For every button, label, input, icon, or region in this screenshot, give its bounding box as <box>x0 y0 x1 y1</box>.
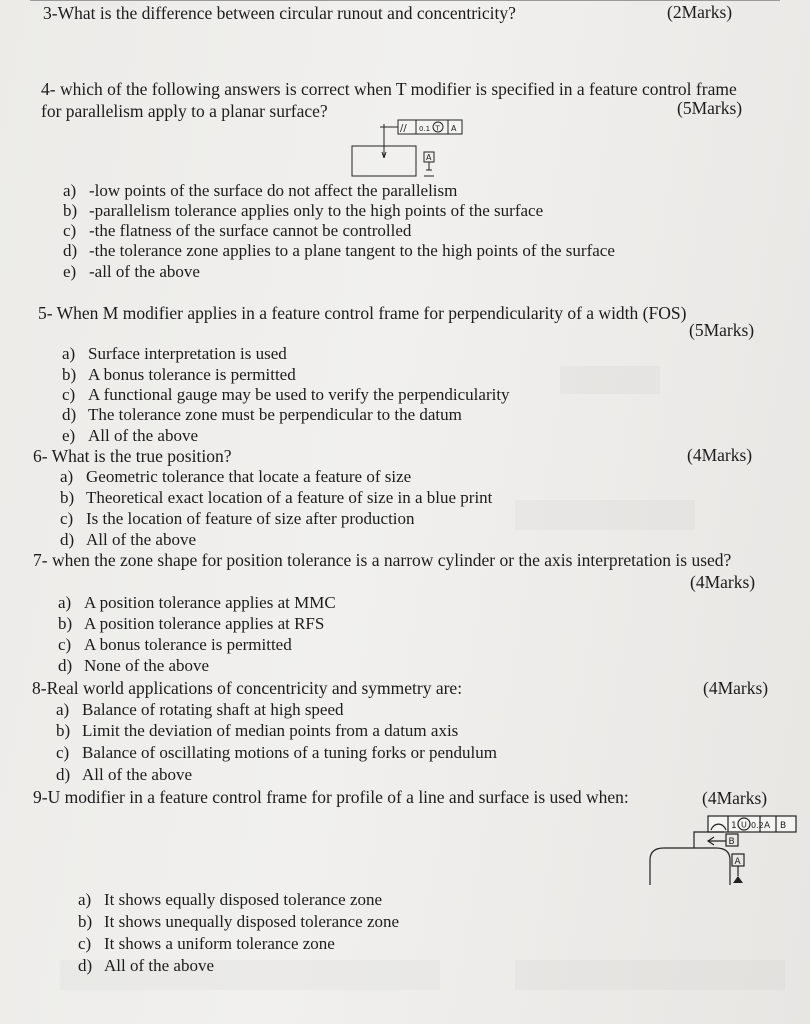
q4-option: d) -the tolerance zone applies to a plane tangent to the high points of the surface <box>63 241 615 260</box>
q8-option: c) Balance of oscillating motions of a tuning forks or pendulum <box>56 743 498 762</box>
q4-option: a) -low points of the surface do not affect the parallelism <box>63 181 458 200</box>
q6-option: a) Geometric tolerance that locate a feature of size <box>60 467 412 486</box>
q9-option: a) It shows equally disposed tolerance zone <box>78 890 383 909</box>
parallelism-diagram <box>340 112 480 187</box>
q6-option: b) Theoretical exact location of a feature of size in a blue print <box>60 488 493 507</box>
question-5-marks: (5Marks) <box>689 320 755 340</box>
question-5: 5- When M modifier applies in a feature control frame for perpendicularity of a width (FOS) <box>38 303 687 323</box>
datum-ref-a: A <box>451 124 457 133</box>
datum-ref-b: B <box>780 821 787 831</box>
top-rule <box>30 0 780 1</box>
question-4-line2: for parallelism apply to a planar surface? <box>41 101 328 121</box>
datum-label-b: B <box>728 837 735 847</box>
parallelism-symbol: // <box>400 123 407 134</box>
q4-option: c) -the flatness of the surface cannot be controlled <box>63 221 412 240</box>
tolerance-value: 0.1 <box>419 125 431 133</box>
watermark-stamp <box>515 960 785 990</box>
question-8-marks: (4Marks) <box>703 678 769 698</box>
q9-option: b) It shows unequally disposed tolerance zone <box>78 912 400 931</box>
q7-option: c) A bonus tolerance is permitted <box>58 635 292 654</box>
q7-option: a) A position tolerance applies at MMC <box>58 593 336 612</box>
q9-option: c) It shows a uniform tolerance zone <box>78 934 335 953</box>
datum-label-a: A <box>734 857 741 867</box>
q5-option: a) Surface interpretation is used <box>62 344 287 363</box>
question-7-marks: (4Marks) <box>690 572 756 592</box>
question-9: 9-U modifier in a feature control frame for profile of a line and surface is used when: <box>33 787 629 807</box>
question-3-marks: (2Marks) <box>667 2 733 22</box>
q7-option: d) None of the above <box>58 656 210 675</box>
question-6-marks: (4Marks) <box>687 445 753 465</box>
modifier-u: U <box>741 820 747 830</box>
q9-option: d) All of the above <box>78 956 214 975</box>
q6-option: c) Is the location of feature of size after production <box>60 509 415 528</box>
datum-ref-a: A <box>764 821 771 831</box>
datum-label-a: A <box>426 153 432 162</box>
question-6: 6- What is the true position? <box>33 446 232 466</box>
profile-diagram <box>640 810 800 890</box>
q8-option: b) Limit the deviation of median points from a datum axis <box>56 721 459 740</box>
q4-option: b) -parallelism tolerance applies only to the high points of the surface <box>63 201 544 220</box>
q5-option: c) A functional gauge may be used to verify the perpendicularity <box>62 385 510 404</box>
q8-option: a) Balance of rotating shaft at high speed <box>56 700 344 719</box>
tolerance-2: 0.2 <box>751 821 764 830</box>
q7-option: b) A position tolerance applies at RFS <box>58 614 325 633</box>
question-7: 7- when the zone shape for position tolerance is a narrow cylinder or the axis interpretation is used? <box>33 550 732 570</box>
modifier-t: T <box>435 124 440 133</box>
question-8: 8-Real world applications of concentricity and symmetry are: <box>32 678 463 698</box>
watermark-stamp <box>560 366 660 394</box>
question-4-line1: 4- which of the following answers is correct when T modifier is specified in a feature control frame <box>41 79 737 99</box>
q6-option: d) All of the above <box>60 530 196 549</box>
q5-option: e) All of the above <box>62 426 198 445</box>
watermark-stamp <box>515 500 695 530</box>
tolerance-1: 1 <box>731 821 737 831</box>
q5-option: d) The tolerance zone must be perpendicular to the datum <box>62 405 462 424</box>
q4-option: e) -all of the above <box>63 262 200 281</box>
question-3: 3-What is the difference between circular runout and concentricity? <box>43 3 516 23</box>
question-4-marks: (5Marks) <box>677 98 743 118</box>
q8-option: d) All of the above <box>56 765 192 784</box>
question-9-marks: (4Marks) <box>702 788 768 808</box>
q5-option: b) A bonus tolerance is permitted <box>62 365 296 384</box>
